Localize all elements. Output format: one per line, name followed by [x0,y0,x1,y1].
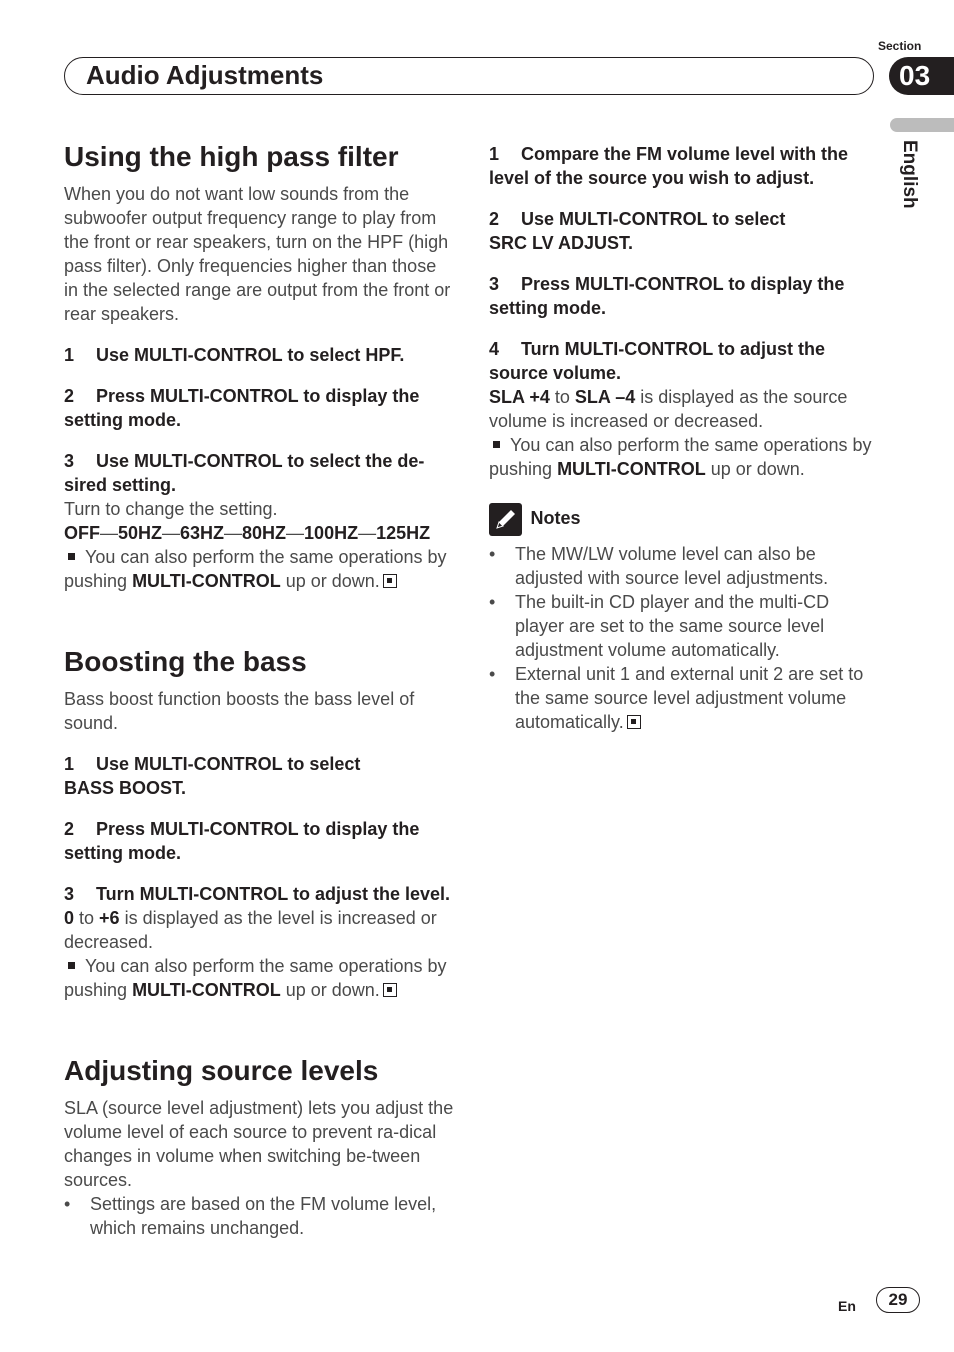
bass-step-3: 3 Turn MULTI-CONTROL to adjust the level. [64,884,450,904]
hpf-step-1: 1 Use MULTI-CONTROL to select HPF. [64,345,405,365]
pencil-icon [489,503,522,536]
hpf-step-2: 2 Press MULTI-CONTROL to display the setting mode. [64,386,420,430]
hpf-tip: You can also perform the same operations by pushing MULTI-CONTROL up or down. [64,547,447,591]
note-item: • The MW/LW volume level can also be adjusted with source level adjustments. [489,544,829,588]
bass-intro: Bass boost function boosts the bass level of sound. [64,689,415,733]
language-tab [890,118,954,132]
page-number: 29 [876,1287,920,1313]
hpf-intro: When you do not want low sounds from the subwoofer output frequency range to play from the front or rear speakers, turn on the HPF (high pass filter). Only frequencies higher than those in the selected range are output from the front or rear speakers. [64,184,451,324]
sla-intro: SLA (source level adjustment) lets you adjust the volume level of each source to prevent ra-dical changes in volume when switching be-tween sources. [64,1098,454,1190]
note-item: • External unit 1 and external unit 2 are set to the same source level adjustment volume automatically. [489,664,864,732]
hpf-step-3: 3 Use MULTI-CONTROL to select the de- sired setting. [64,451,425,495]
sla-bullet: • Settings are based on the FM volume level, which remains unchanged. [64,1194,437,1238]
bullet-dot-icon: • [64,1194,71,1214]
sla-range: SLA +4 to SLA –4 is displayed as the source volume is increased or decreased. [489,387,848,431]
footer-language: En [838,1298,856,1314]
hpf-turn-text: Turn to change the setting. [64,499,278,519]
note-item: • The built-in CD player and the multi-CD player are set to the same source level adjustment volume automatically. [489,592,830,660]
language-label: English [899,140,920,209]
notes-title: Notes [530,507,581,528]
bullet-dot-icon: • [489,544,496,564]
square-bullet-icon [493,441,500,448]
end-mark-icon [383,983,397,997]
heading-hpf: Using the high pass filter [64,141,399,172]
section-number-badge: 03 [889,57,954,95]
right-column [489,142,879,734]
bullet-dot-icon: • [489,664,496,684]
sla-step-2: 2 Use MULTI-CONTROL to select SRC LV ADJUST. [489,209,786,253]
bass-step-1: 1 Use MULTI-CONTROL to select BASS BOOST. [64,754,361,798]
square-bullet-icon [68,553,75,560]
bass-step-2: 2 Press MULTI-CONTROL to display the setting mode. [64,819,420,863]
sla-step-4: 4 Turn MULTI-CONTROL to adjust the source volume. [489,339,825,383]
section-label: Section [878,39,922,53]
notes-list [489,542,879,734]
end-mark-icon [627,715,641,729]
notes-header [489,503,879,536]
bullet-dot-icon: • [489,592,496,612]
heading-sla: Adjusting source levels [64,1055,379,1086]
bass-range: 0 to +6 is displayed as the level is increased or decreased. [64,908,437,952]
heading-bass: Boosting the bass [64,646,307,677]
sla-tip: You can also perform the same operations by pushing MULTI-CONTROL up or down. [489,435,872,479]
end-mark-icon [383,574,397,588]
sla-step-3: 3 Press MULTI-CONTROL to display the setting mode. [489,274,845,318]
square-bullet-icon [68,962,75,969]
left-column [64,140,454,1240]
chapter-title: Audio Adjustments [86,60,324,90]
sla-step-1: 1 Compare the FM volume level with the level of the source you wish to adjust. [489,144,849,188]
hpf-options: OFF—50HZ—63HZ—80HZ—100HZ—125HZ [64,523,431,543]
bass-tip: You can also perform the same operations by pushing MULTI-CONTROL up or down. [64,956,447,1000]
